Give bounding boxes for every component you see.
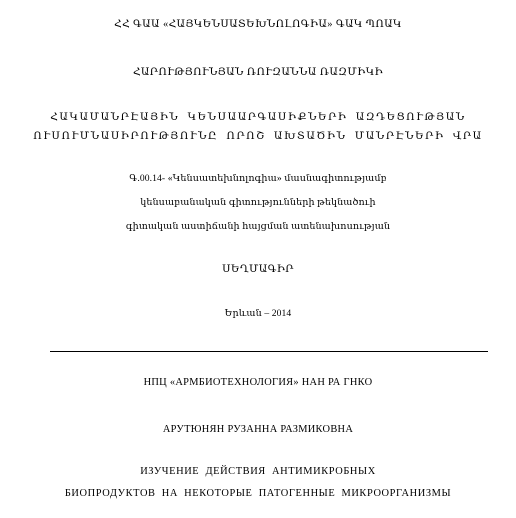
institution-name-armenian: ՀՀ ԳԱԱ «ՀԱՅԿԵՆՍԱՏԵԽՆՈԼՈԳԻԱ» ԳԱԿ ՊՈԱԿ — [114, 19, 402, 30]
specialty-line-1: Գ.00.14- «Կենսատեխնոլոգիա» մասնագիտությամբ — [129, 173, 387, 184]
thesis-title-russian-line-2: БИОПРОДУКТОВ НА НЕКОТОРЫЕ ПАТОГЕННЫЕ МИКРООРГАНИЗМЫ — [64, 488, 452, 499]
section-divider — [50, 351, 488, 352]
institution-name-russian: НПЦ «АРМБИОТЕХНОЛОГИЯ» НАН РА ГНКО — [143, 377, 373, 388]
specialty-line-3: գիտական աստիճանի հայցման ատենախոսության — [125, 221, 391, 232]
specialty-line-2: կենսաբանական գիտությունների թեկնածուի — [140, 197, 376, 208]
thesis-title-armenian-line-1: ՀԱԿԱՄԱՆՐԷԱՅԻՆ ԿԵՆՍԱԱՐԳԱՍԻՔՆԵՐԻ ԱԶԴԵՑՈՒԹՅԱՆ — [50, 112, 466, 123]
city-year: Երևան – 2014 — [224, 308, 292, 319]
abstract-label: ՍԵՂՄԱԳԻՐ — [222, 264, 294, 275]
thesis-title-armenian-line-2: ՈՒՍՈՒՄՆԱՍԻՐՈՒԹՅՈՒՆԸ ՈՐՈՇ ԱԽՏԱԾԻՆ ՄԱՆՐԷՆԵՐԻ ՎՐԱ — [33, 131, 483, 142]
thesis-title-russian-line-1: ИЗУЧЕНИЕ ДЕЙСТВИЯ АНТИМИКРОБНЫХ — [140, 466, 376, 477]
author-name-russian: АРУТЮНЯН РУЗАННА РАЗМИКОВНА — [162, 424, 354, 435]
author-name-armenian: ՀԱՐՈՒԹՅՈՒՆՅԱՆ ՌՈՒԶԱՆՆԱ ՌԱԶՄԻԿԻ — [132, 67, 384, 78]
